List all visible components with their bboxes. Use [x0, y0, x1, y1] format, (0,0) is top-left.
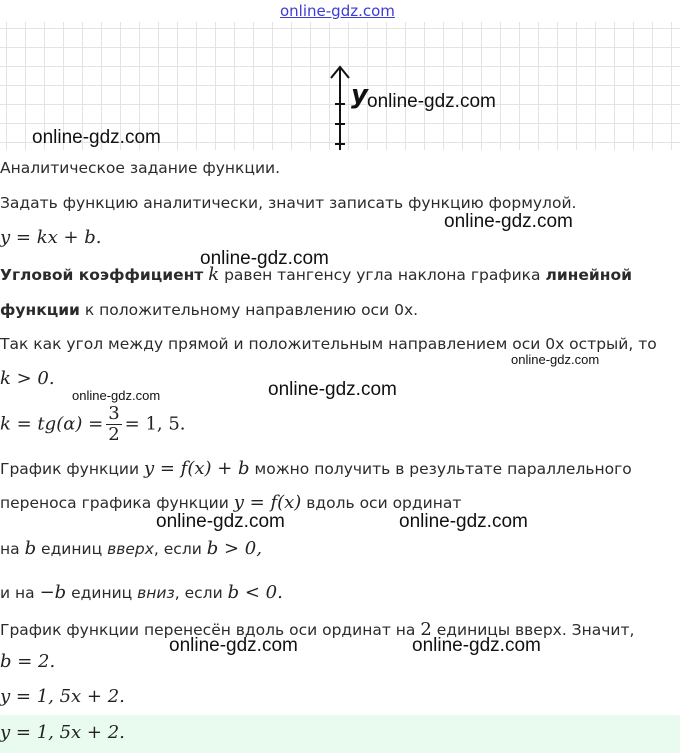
text-line	[0, 582, 283, 603]
watermark: online-gdz.com	[399, 511, 528, 532]
text-span: можно получить в результате параллельного	[254, 460, 632, 478]
text-span: равен тангенсу угла наклона графика	[224, 266, 541, 284]
formula-k-tg	[0, 404, 186, 445]
var-k: k	[208, 264, 220, 285]
watermark: online-gdz.com	[72, 388, 161, 403]
watermark: online-gdz.com	[511, 352, 600, 367]
term-slope: Угловой коэффициент	[0, 266, 204, 284]
denominator: 2	[108, 424, 120, 445]
formula: k > 0.	[0, 368, 55, 389]
text-span: переноса графика функции	[0, 494, 229, 512]
term-linear: линейной	[545, 266, 632, 284]
formula: y = f(x)	[233, 492, 302, 513]
text-line	[0, 492, 461, 513]
text-span: к положительному направлению оси 0x.	[84, 301, 419, 319]
text-span: График функции	[0, 460, 140, 478]
formula: y = f(x) + b	[143, 458, 250, 479]
text-span: и на	[0, 584, 35, 602]
formula-part: k = tg(α) =	[0, 413, 104, 435]
text-line: Так как угол между прямой и положительным направлением оси 0x острый, то	[0, 335, 657, 353]
text-span: , если	[153, 540, 202, 558]
text-line	[0, 458, 632, 479]
text-span: вдоль оси ординат	[306, 494, 462, 512]
watermark: online-gdz.com	[367, 91, 496, 112]
text-line: Аналитическое задание функции.	[0, 159, 281, 177]
text-up: вверх	[107, 540, 154, 558]
var-minus-b: −b	[39, 582, 67, 603]
formula: b > 0,	[206, 538, 262, 559]
formula: b = 2.	[0, 651, 56, 672]
watermark: online-gdz.com	[156, 511, 285, 532]
text-line	[0, 264, 632, 285]
text-span: на	[0, 540, 20, 558]
formula: y = kx + b.	[0, 227, 102, 248]
text-span: График функции перенесён вдоль оси ординат на	[0, 621, 416, 639]
text-span: , если	[174, 584, 223, 602]
text-span: единиц	[41, 540, 103, 558]
number: 2	[420, 619, 432, 640]
watermark: online-gdz.com	[444, 211, 573, 232]
answer-formula: y = 1, 5x + 2.	[0, 722, 125, 743]
var-b: b	[24, 538, 37, 559]
formula-part: = 1, 5.	[124, 413, 186, 435]
numerator: 3	[108, 403, 120, 424]
watermark: online-gdz.com	[200, 248, 329, 269]
formula: b < 0.	[227, 582, 283, 603]
watermark: online-gdz.com	[268, 379, 397, 400]
text-down: вниз	[137, 584, 175, 602]
text-span: единицы вверх. Значит,	[436, 621, 635, 639]
y-axis-label: y	[351, 80, 368, 110]
fraction	[106, 404, 121, 445]
text-line: Задать функцию аналитически, значит записать функцию формулой.	[0, 194, 577, 212]
watermark: online-gdz.com	[169, 635, 298, 656]
term-function: функции	[0, 301, 80, 319]
formula: y = 1, 5x + 2.	[0, 686, 125, 707]
watermark: online-gdz.com	[412, 635, 541, 656]
text-line	[0, 301, 418, 319]
text-line	[0, 538, 262, 559]
watermark: online-gdz.com	[32, 127, 161, 148]
y-axis-arrow	[326, 64, 354, 152]
watermark-top[interactable]: online-gdz.com	[280, 2, 395, 20]
text-span: единиц	[71, 584, 133, 602]
